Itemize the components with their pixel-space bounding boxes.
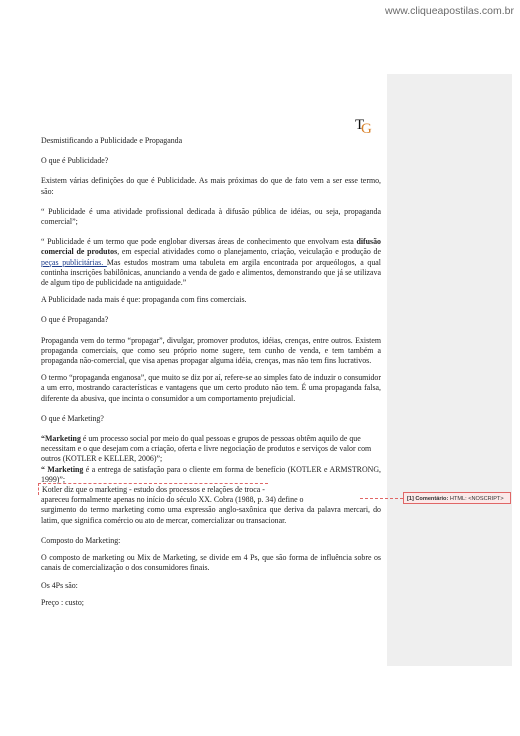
heading-composto: Composto do Marketing: — [41, 535, 121, 545]
text-segment: , em especial atividades como o planejamento, criação, veiculação e produção de — [117, 247, 381, 257]
paragraph-4ps: Os 4Ps são: — [41, 580, 78, 590]
logo-letter-t: T — [355, 117, 365, 133]
paragraph-marketing-origin — [41, 485, 381, 505]
paragraph-publicidade-summary: A Publicidade nada mais é que: propaganda com fins comerciais. — [41, 295, 247, 305]
logo-letter-g: G — [361, 121, 372, 137]
text-segment: Mas estudos mostram uma tabuleta em argila encontrada por arqueólogos, a qual continha inscrições babilônicas, anunciando a venda de gado e alimentos, demonstrando que já se utilizava de algum tipo de publicidade na antiguidade.” — [41, 257, 381, 288]
paragraph-definition-1: “ Publicidade é uma atividade profissional dedicada à difusão pública de idéias, ou seja, propaganda comercial”; — [41, 206, 381, 227]
comment-label: [1] Comentário: — [407, 496, 449, 502]
site-url: www.cliqueapostilas.com.br — [385, 5, 514, 17]
text-segment: apareceu formalmente apenas no início do século XX. Cobra (1988, p. 34) define o — [41, 495, 304, 505]
paragraph-preco: Preço : custo; — [41, 597, 84, 607]
text-segment: é a entrega de satisfação para o cliente em forma de benefício (KOTLER e ARMSTRONG, 1999)”; — [41, 464, 382, 484]
paragraph-definition-2 — [41, 237, 381, 288]
comment-pane — [387, 74, 512, 666]
text-segment: é um processo social por meio do qual pessoas e grupos de pessoas obtêm aquilo de que necessitam e o que desejam com a criação, oferta e livre negociação de produtos e serviços de valor com outros (KOTLER e KELLER, 2006)”; — [41, 434, 372, 464]
quote-mark: “ — [41, 464, 48, 474]
quote-mark: “ — [41, 434, 45, 444]
heading-publicidade: O que é Publicidade? — [41, 156, 109, 166]
bold-term: Marketing — [44, 434, 81, 444]
text-segment: “ Publicidade é um termo que pode englobar diversas áreas de conhecimento que envolvam esta — [41, 237, 357, 247]
paragraph-marketing-kotler-armstrong — [41, 465, 381, 485]
heading-marketing: O que é Marketing? — [41, 413, 104, 423]
comment-text: HTML: <NOSCRIPT> — [449, 496, 504, 502]
logo — [355, 118, 375, 136]
bold-term: Marketing — [47, 464, 84, 474]
paragraph-marketing-origin-cont: surgimento do termo marketing como uma expressão anglo-saxônica que deriva da palavra mercari, do latim, que significa comércio ou ato de mercar, comercializar ou transacionar. — [41, 505, 381, 525]
paragraph-propaganda: Propaganda vem do termo “propagar”, divulgar, promover produtos, idéias, crenças, entre outros. Existem propaganda comerciais, que como seu próprio nome sugere, tem cunho de venda, e tem também a propaganda não-comercial, que visa apenas propagar alguma idéia, crenças, mas não tem fins lucrativos. — [41, 335, 381, 366]
heading-propaganda: O que é Propaganda? — [41, 315, 109, 325]
paragraph-propaganda-enganosa: O termo “propaganda enganosa”, que muito se diz por aí, refere-se ao simples fato de induzir o consumidor a um erro, mostrando características e vantagens que um certo produto não tem. É uma propaganda falsa, diferente da abusiva, que incinta o consumidor a um comportamento prejudicial. — [41, 373, 381, 403]
link-pecas-publicitarias[interactable]: peças publicitárias. — [41, 257, 107, 267]
document-body — [41, 136, 381, 608]
paragraph-marketing-kotler-keller — [41, 434, 381, 465]
bold-term: difusão comercial de produtos — [41, 237, 381, 257]
paragraph-composto: O composto de marketing ou Mix de Marketing, se divide em 4 Ps, que são forma de influência sobre os canais de comercialização o dos consumidores finais. — [41, 553, 381, 573]
commented-text[interactable]: Kotler diz que o marketing - estudo dos processos e relações de troca - — [38, 483, 268, 495]
document-title: Desmistificando a Publicidade e Propaganda — [41, 136, 183, 145]
paragraph-definitions-intro: Existem várias definições do que é Publicidade. As mais próximas do que de fato vem a ser esse termo, são: — [41, 176, 381, 196]
comment-balloon[interactable] — [403, 492, 511, 504]
